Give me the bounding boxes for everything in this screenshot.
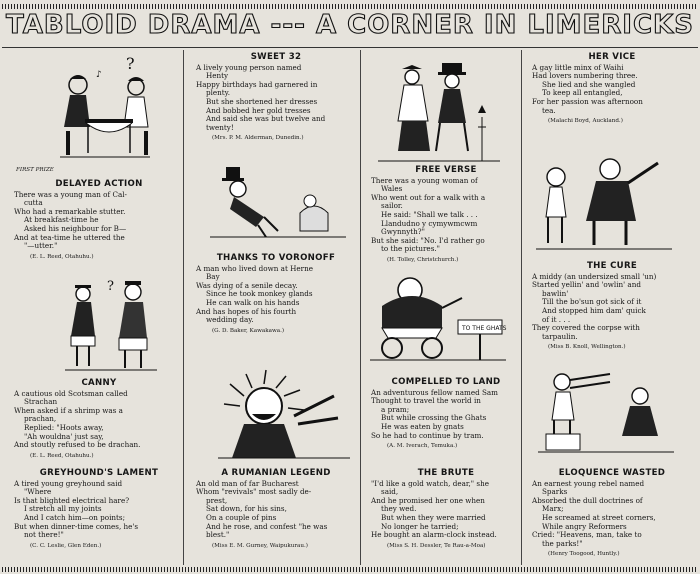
headline-rule	[2, 47, 698, 48]
bosun-and-middy-illustration	[534, 153, 674, 253]
poem-line: An old man of far Bucharest	[196, 478, 299, 488]
poem-line: But she said: "No. I'd rather go	[371, 235, 485, 245]
poem-line: Who had a remarkable stutter.	[14, 206, 126, 216]
poem-credit: (G. D. Baker, Kawakawa.)	[212, 327, 285, 334]
poem-line: A cautious old Scotsman called	[14, 388, 128, 398]
poem-line: blest."	[206, 530, 230, 540]
poem-title: THE CURE	[586, 261, 638, 271]
poem-credit: (A. M. Iverach, Temuka.)	[387, 443, 458, 450]
poem-title: COMPELLED TO LAND	[391, 377, 501, 387]
bottom-border	[2, 567, 698, 572]
poem-sweet-32	[196, 53, 356, 143]
poem-line: Absorbed the dull doctrines of	[532, 495, 643, 505]
poem-line: But when dinner-time comes, he's	[14, 521, 139, 531]
poem-title: GREYHOUND'S LAMENT	[39, 468, 159, 478]
poem-line: "I'd like a gold watch, dear," she	[371, 478, 489, 488]
poem-line: A man who lived down at Herne	[196, 263, 313, 273]
orator-on-box-illustration	[536, 366, 676, 454]
poem-line: And at tea-time he uttered the	[14, 232, 125, 242]
poem-credit: (Henry Toogood, Huntly.)	[548, 551, 620, 558]
poem-line: "Where	[24, 487, 52, 497]
poem-title: CANNY	[81, 378, 117, 388]
ghats-sign-text: TO THE GHATS	[462, 325, 507, 332]
poem-credit: (E. L. Reed, Otahuhu.)	[30, 452, 94, 459]
poem-line: But while crossing the Ghats	[381, 413, 487, 423]
poem-line: Strachan	[24, 397, 58, 407]
poem-credit: (Mrs. P. M. Alderman, Dunedin.)	[212, 135, 304, 142]
poem-line: Asked his neighbour for B—	[24, 223, 127, 233]
poem-line: Llandudno y cymywmcwm	[381, 218, 478, 228]
first-prize-label: FIRST PRIZE	[16, 167, 54, 173]
poem-line: An earnest young rebel named	[532, 478, 645, 488]
poem-line: And said she was but twelve and	[206, 114, 326, 124]
poem-line: of it . . .	[542, 314, 571, 324]
poem-line: He was eaten by gnats	[381, 421, 464, 431]
poem-compelled-to-land	[371, 378, 521, 451]
poem-line: And has hopes of his fourth	[196, 306, 297, 316]
poem-line: Sparks	[542, 487, 568, 497]
poem-line: But when they were married	[381, 512, 486, 522]
poem-credit: (Miss E. M. Gurney, Waipukurau.)	[212, 542, 308, 549]
poem-line: So he had to continue by tram.	[371, 430, 484, 440]
poem-line: No longer he tarried;	[381, 521, 459, 531]
poem-line: wedding day.	[206, 315, 254, 325]
poem-line: tarpaulin.	[542, 331, 578, 341]
poem-line: not there!"	[24, 530, 64, 540]
poem-line: to the pictures."	[381, 244, 440, 254]
poem-line: There was a young woman of	[371, 175, 478, 185]
poem-line: An adventurous fellow named Sam	[371, 387, 498, 397]
poem-line: A lively young person named	[196, 62, 302, 72]
poem-line: A middy (an undersized small 'un)	[532, 271, 657, 281]
poem-line: Sat down, for his sins,	[206, 504, 287, 514]
poem-line: Who went out for a walk with a	[371, 192, 486, 202]
poem-the-brute	[371, 469, 521, 550]
poem-line: He said: "Shall we talk . . .	[381, 209, 478, 219]
poem-title: SWEET 32	[250, 52, 302, 62]
poem-line: cutta	[24, 198, 43, 208]
poem-line: they wed.	[381, 504, 417, 514]
poem-line: twenty!	[206, 122, 234, 132]
poem-line: And stopped him dam' quick	[542, 305, 646, 315]
poem-line: And he rose, and confest "he was	[206, 521, 328, 531]
poem-canny	[14, 379, 184, 460]
poem-line: Had lovers numbering three.	[532, 71, 638, 81]
poem-title: A RUMANIAN LEGEND	[221, 468, 331, 478]
poem-line: Happy birthdays had garnered in	[196, 79, 318, 89]
poem-eloquence-wasted	[532, 469, 692, 559]
poem-line: sailor.	[381, 201, 403, 211]
poem-line: He bought an alarm-clock instead.	[371, 530, 497, 540]
poem-line: Is that blighted electrical hare?	[14, 495, 130, 505]
poem-line: "Ah wouldna' just say,	[24, 431, 104, 441]
old-man-monkey-illustration	[208, 161, 348, 241]
poem-line: prachan,	[24, 414, 57, 424]
poem-line: And I catch him—on points;	[24, 512, 125, 522]
poem-line: She lied and she wangled	[542, 79, 636, 89]
svg-text:?: ?	[107, 279, 114, 294]
poem-line: I stretch all my joints	[24, 504, 102, 514]
poem-line: Was dying of a senile decay.	[196, 280, 298, 290]
column-divider	[360, 50, 361, 565]
poem-her-vice	[532, 53, 692, 126]
poem-delayed-action	[14, 180, 184, 261]
poem-line: And stoutly refused to be drachan.	[14, 440, 141, 450]
poem-credit: (Malachi Boyd, Auckland.)	[548, 118, 623, 125]
poem-line: Till the bo'sun got sick of it	[542, 297, 642, 307]
scotsmen-illustration	[55, 276, 165, 376]
sailor-and-woman-illustration	[374, 57, 504, 167]
poem-line: plenty.	[206, 88, 231, 98]
top-border	[2, 4, 698, 9]
poem-line: Thought to travel the world in	[371, 396, 481, 406]
poem-line: On a couple of pins	[206, 512, 277, 522]
poem-title: THANKS TO VORONOFF	[216, 253, 336, 263]
poem-title: ELOQUENCE WASTED	[558, 468, 666, 478]
headline: TABLOID DRAMA --- A CORNER IN LIMERICKS	[6, 10, 694, 40]
poem-line: the parks!"	[542, 538, 583, 548]
poem-line: A tired young greyhound said	[14, 478, 123, 488]
poem-title: FREE VERSE	[415, 165, 477, 175]
poem-line: And he promised her one when	[371, 495, 485, 505]
poem-line: Since he took monkey glands	[206, 289, 313, 299]
poem-line: When asked if a shrimp was a	[14, 405, 123, 415]
poem-line: Marx;	[542, 504, 564, 514]
wild-haired-man-illustration	[214, 366, 354, 462]
poem-line: While angry Reformers	[542, 521, 627, 531]
poem-line: Wales	[381, 184, 403, 194]
poem-greyhound	[14, 469, 184, 550]
poem-line: bawlin'	[542, 288, 569, 298]
poem-line: Bay	[206, 272, 220, 282]
poem-free-verse	[371, 166, 521, 265]
poem-line: Cried: "Heavens, man, take to	[532, 530, 642, 540]
poem-credit: (E. L. Reed, Otahuhu.)	[30, 253, 94, 260]
dining-couple-illustration	[40, 55, 170, 165]
poem-credit: (C. C. Leslie, Glen Eden.)	[30, 542, 102, 549]
poem-line: Started yellin' and 'owlin' and	[532, 280, 641, 290]
poem-line: For her passion was afternoon	[532, 96, 643, 106]
poem-line: And bobbed her gold tresses	[206, 105, 311, 115]
poem-line: There was a young man of Cal-	[14, 189, 127, 199]
poem-line: "—utter."	[24, 241, 58, 251]
poem-line: He screamed at street corners,	[542, 512, 656, 522]
poem-line: Replied: "Hoots away,	[24, 422, 104, 432]
poem-line: tea.	[542, 105, 556, 115]
poem-credit: (Miss S. H. Dessler, Te Rau-a-Moa)	[387, 542, 486, 549]
column-divider	[521, 50, 522, 565]
svg-text:?: ?	[126, 55, 135, 73]
poem-thanks-to-voronoff	[196, 254, 356, 335]
poem-line: said,	[381, 487, 399, 497]
poem-line: He can walk on his hands	[206, 297, 300, 307]
svg-text:♪: ♪	[96, 70, 102, 80]
poem-title: THE BRUTE	[417, 468, 475, 478]
poem-rumanian-legend	[196, 469, 356, 550]
poem-line: To keep all entangled,	[542, 88, 623, 98]
poem-line: Henty	[206, 71, 229, 81]
poem-line: They covered the corpse with	[532, 323, 640, 333]
poem-credit: (Miss B. Knoll, Wellington.)	[548, 344, 626, 351]
poem-credit: (H. Tolley, Christchurch.)	[387, 256, 459, 263]
poem-line: At breakfast-time he	[24, 215, 99, 225]
poem-line: But she shortened her dresses	[206, 96, 318, 106]
poem-line: Whom "revivals" most sadly de-	[196, 487, 312, 497]
poem-line: prest,	[206, 495, 228, 505]
poem-line: A gay little minx of Waihi	[532, 62, 624, 72]
poem-line: Gwynnyth?"	[381, 227, 425, 237]
poem-line: a pram;	[381, 404, 410, 414]
poem-title: HER VICE	[588, 52, 636, 62]
poem-the-cure	[532, 262, 692, 352]
poem-title: DELAYED ACTION	[55, 179, 143, 189]
baby-in-pram-illustration	[368, 268, 508, 364]
